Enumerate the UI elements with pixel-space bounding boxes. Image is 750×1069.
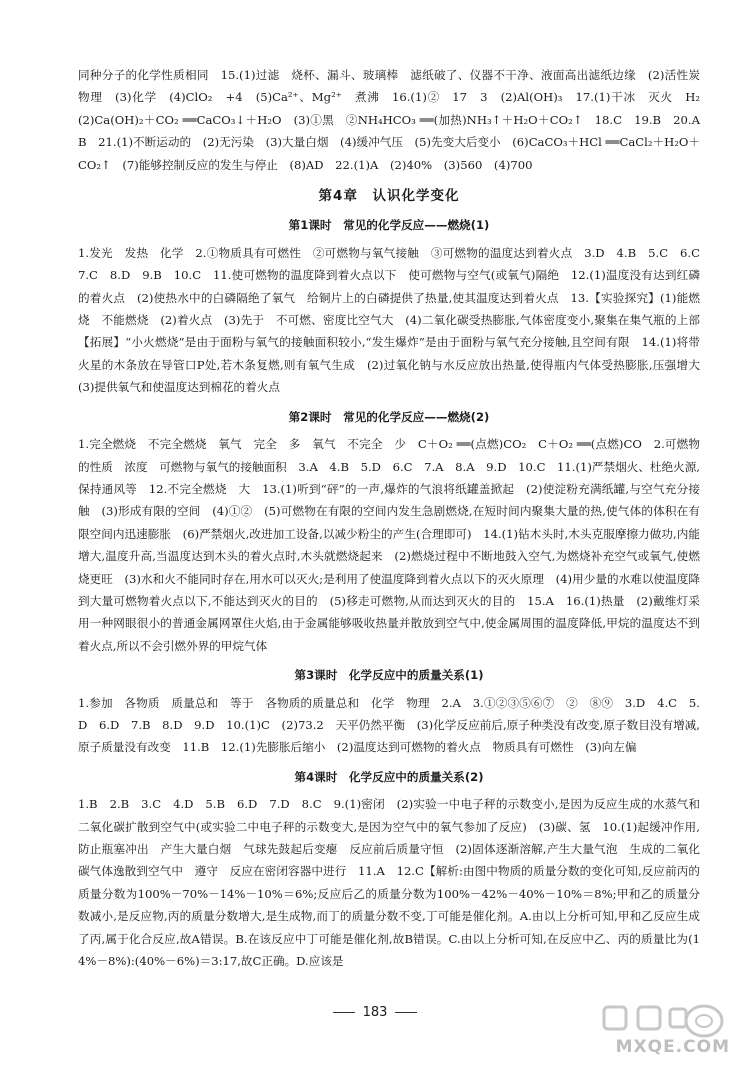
- lesson-heading: 第3课时 化学反应中的质量关系(1): [294, 668, 484, 683]
- chapter-heading: 第4章 认识化学变化: [318, 188, 460, 205]
- watermark-logo: [586, 1001, 736, 1059]
- answer-paragraph: 1.参加 各物质 质量总和 等于 各物质的质量总和 化学 物理 2.A 3.①②③⑤⑥⑦ ② ⑧⑨ 3.D 4.C 5.D 6.D 7.B 8.D 9.D 10.(1)C (2)73.2 天平仍然平衡 (3)化学反应前后,原子种类没有改变,原子数目没有增减,原子质量没有改变 11.B 12.(1)先膨胀后缩小 (2)温度达到可燃物的着火点 物质具有可燃性 (3)向左偏: [78, 695, 700, 755]
- watermark-text: MXQE.COM: [615, 1037, 730, 1057]
- answer-paragraph: 1.完全燃烧 不完全燃烧 氧气 完全 多 氧气 不完全 少 C＋O₂ ══(点燃)CO₂ C＋O₂ ══(点燃)CO 2.可燃物的性质 浓度 可燃物与氧气的接触面积 3.A 4.B 5.D 6.C 7.A 8.A 9.D 10.C 11.(1)严禁烟火、杜绝火源,保持通风等 12.不完全燃烧 大 13.(1)听到“砰”的一声,爆炸的气浪将纸罐盖掀起 (2)使淀粉充满纸罐,与空气充分接触 (3)形成有限的空间 (4)①② (5)可燃物在有限的空间内发生急剧燃烧,在短时间内聚集大量的热,使气体的体积在有限空间内迅速膨胀 (6)严禁烟火,改进加工设备,以减少粉尘的产生(合理即可) 14.(1)钻木头时,木头克服摩擦力做功,内能增大,温度升高,当温度达到木头的着火点时,木头就燃烧起来 (2)燃烧过程中不断地鼓入空气,为燃烧补充空气或氧气,使燃烧更旺 (3)水和火不能同时存在,用水可以灭火;是利用了使温度降到着火点以下的灭火原理 (4)用少量的水难以使温度降到大量可燃物着火点以下,不能达到灭火的目的 (5)移走可燃物,从而达到灭火的目的 15.A 16.(1)热量 (2)戴维灯采用一种网眼很小的普通金属网罩住火焰,由于金属能够吸收热量并散放到空气中,使金属周围的温度降低,甲烷的温度达不到着火点,所以不会引燃外界的甲烷气体: [78, 437, 700, 653]
- lesson-heading: 第2课时 常见的化学反应——燃烧(2): [288, 409, 490, 424]
- page-number-text: 183: [362, 1005, 388, 1020]
- answer-content: [78, 64, 712, 972]
- answer-paragraph: 1.发光 发热 化学 2.①物质具有可燃性 ②可燃物与氧气接触 ③可燃物的温度达到着火点 3.D 4.B 5.C 6.C 7.C 8.D 9.B 10.C 11.使可燃物的温度降到着火点以下 使可燃物与空气(或氧气)隔绝 12.(1)温度没有达到红磷的着火点 (2)使热水中的白磷隔绝了氧气 给铜片上的白磷提供了热量,使其温度达到着火点 13.【实验探究】(1)能燃烧 不能燃烧 (2)着火点 (3)先于 不可燃、密度比空气大 (4)二氧化碳受热膨胀,气体密度变小,聚集在集气瓶的上部 【拓展】“小火燃烧”是由于面粉与氧气的接触面积较小,“发生爆炸”是由于面粉与氧气充分接触,且空间有限 14.(1)将带火星的木条放在导管口P处,若木条复燃,则有氧气生成 (2)过氧化钠与水反应放出热量,使得瓶内气体受热膨胀,压强增大 (3)提供氧气和使温度达到棉花的着火点: [78, 245, 712, 395]
- lesson-heading: 第4课时 化学反应中的质量关系(2): [294, 769, 484, 784]
- page-number-dash-right: [395, 1012, 417, 1013]
- answer-paragraph: 1.B 2.B 3.C 4.D 5.B 6.D 7.D 8.C 9.(1)密闭 (2)实验一中电子秤的示数变小,是因为反应生成的水蒸气和二氧化碳扩散到空气中(或实验二中电子秤的示数变大,是因为空气中的氧气参加了反应) (3)碳、氢 10.(1)起缓冲作用,防止瓶塞冲出 产生大量白烟 气球先鼓起后变瘪 反应前后质量守恒 (2)固体逐渐溶解,产生大量气泡 生成的二氧化碳气体逸散到空气中 遵守 反应在密闭容器中进行 11.A 12.C【解析:由图中物质的质量分数的变化可知,反应前丙的质量分数为100%－70%－14%－10%＝6%;反应后乙的质量分数为100%－42%－40%－10%＝8%;甲和乙的质量分数减小,是反应物,丙的质量分数增大,是生成物,而丁的质量分数不变,丁可能是催化剂。A.由以上分析可知,甲和乙反应生成了丙,属于化合反应,故A错误。B.在该反应中丁可能是催化剂,故B错误。C.由以上分析可知,在反应中乙、丙的质量比为(14%－8%):(40%－6%)＝3:17,故C正确。D.应该是: [78, 797, 700, 969]
- lesson-heading: 第1课时 常见的化学反应——燃烧(1): [288, 218, 490, 233]
- answer-paragraph: 同种分子的化学性质相同 15.(1)过滤 烧杯、漏斗、玻璃棒 滤纸破了、仪器不干净、液面高出滤纸边缘 (2)活性炭 物理 (3)化学 (4)ClO₂ +4 (5)Ca²⁺、Mg²⁺ 煮沸 16.(1)② 17 3 (2)Al(OH)₃ 17.(1)干冰 灭火 H₂ (2)Ca(OH)₂＋CO₂ ══CaCO₃↓＋H₂O (3)①黑 ②NH₄HCO₃ ══(加热)NH₃↑＋H₂O＋CO₂↑ 18.C 19.B 20.AB 21.(1)不断运动的 (2)无污染 (3)大量白烟 (4)缓冲气压 (5)先变大后变小 (6)CaCO₃＋HCl ══CaCl₂＋H₂O＋CO₂↑ (7)能够控制反应的发生与停止 (8)AD 22.(1)A (2)40% (3)560 (4)700: [78, 68, 712, 172]
- page-number-dash-left: [333, 1012, 355, 1013]
